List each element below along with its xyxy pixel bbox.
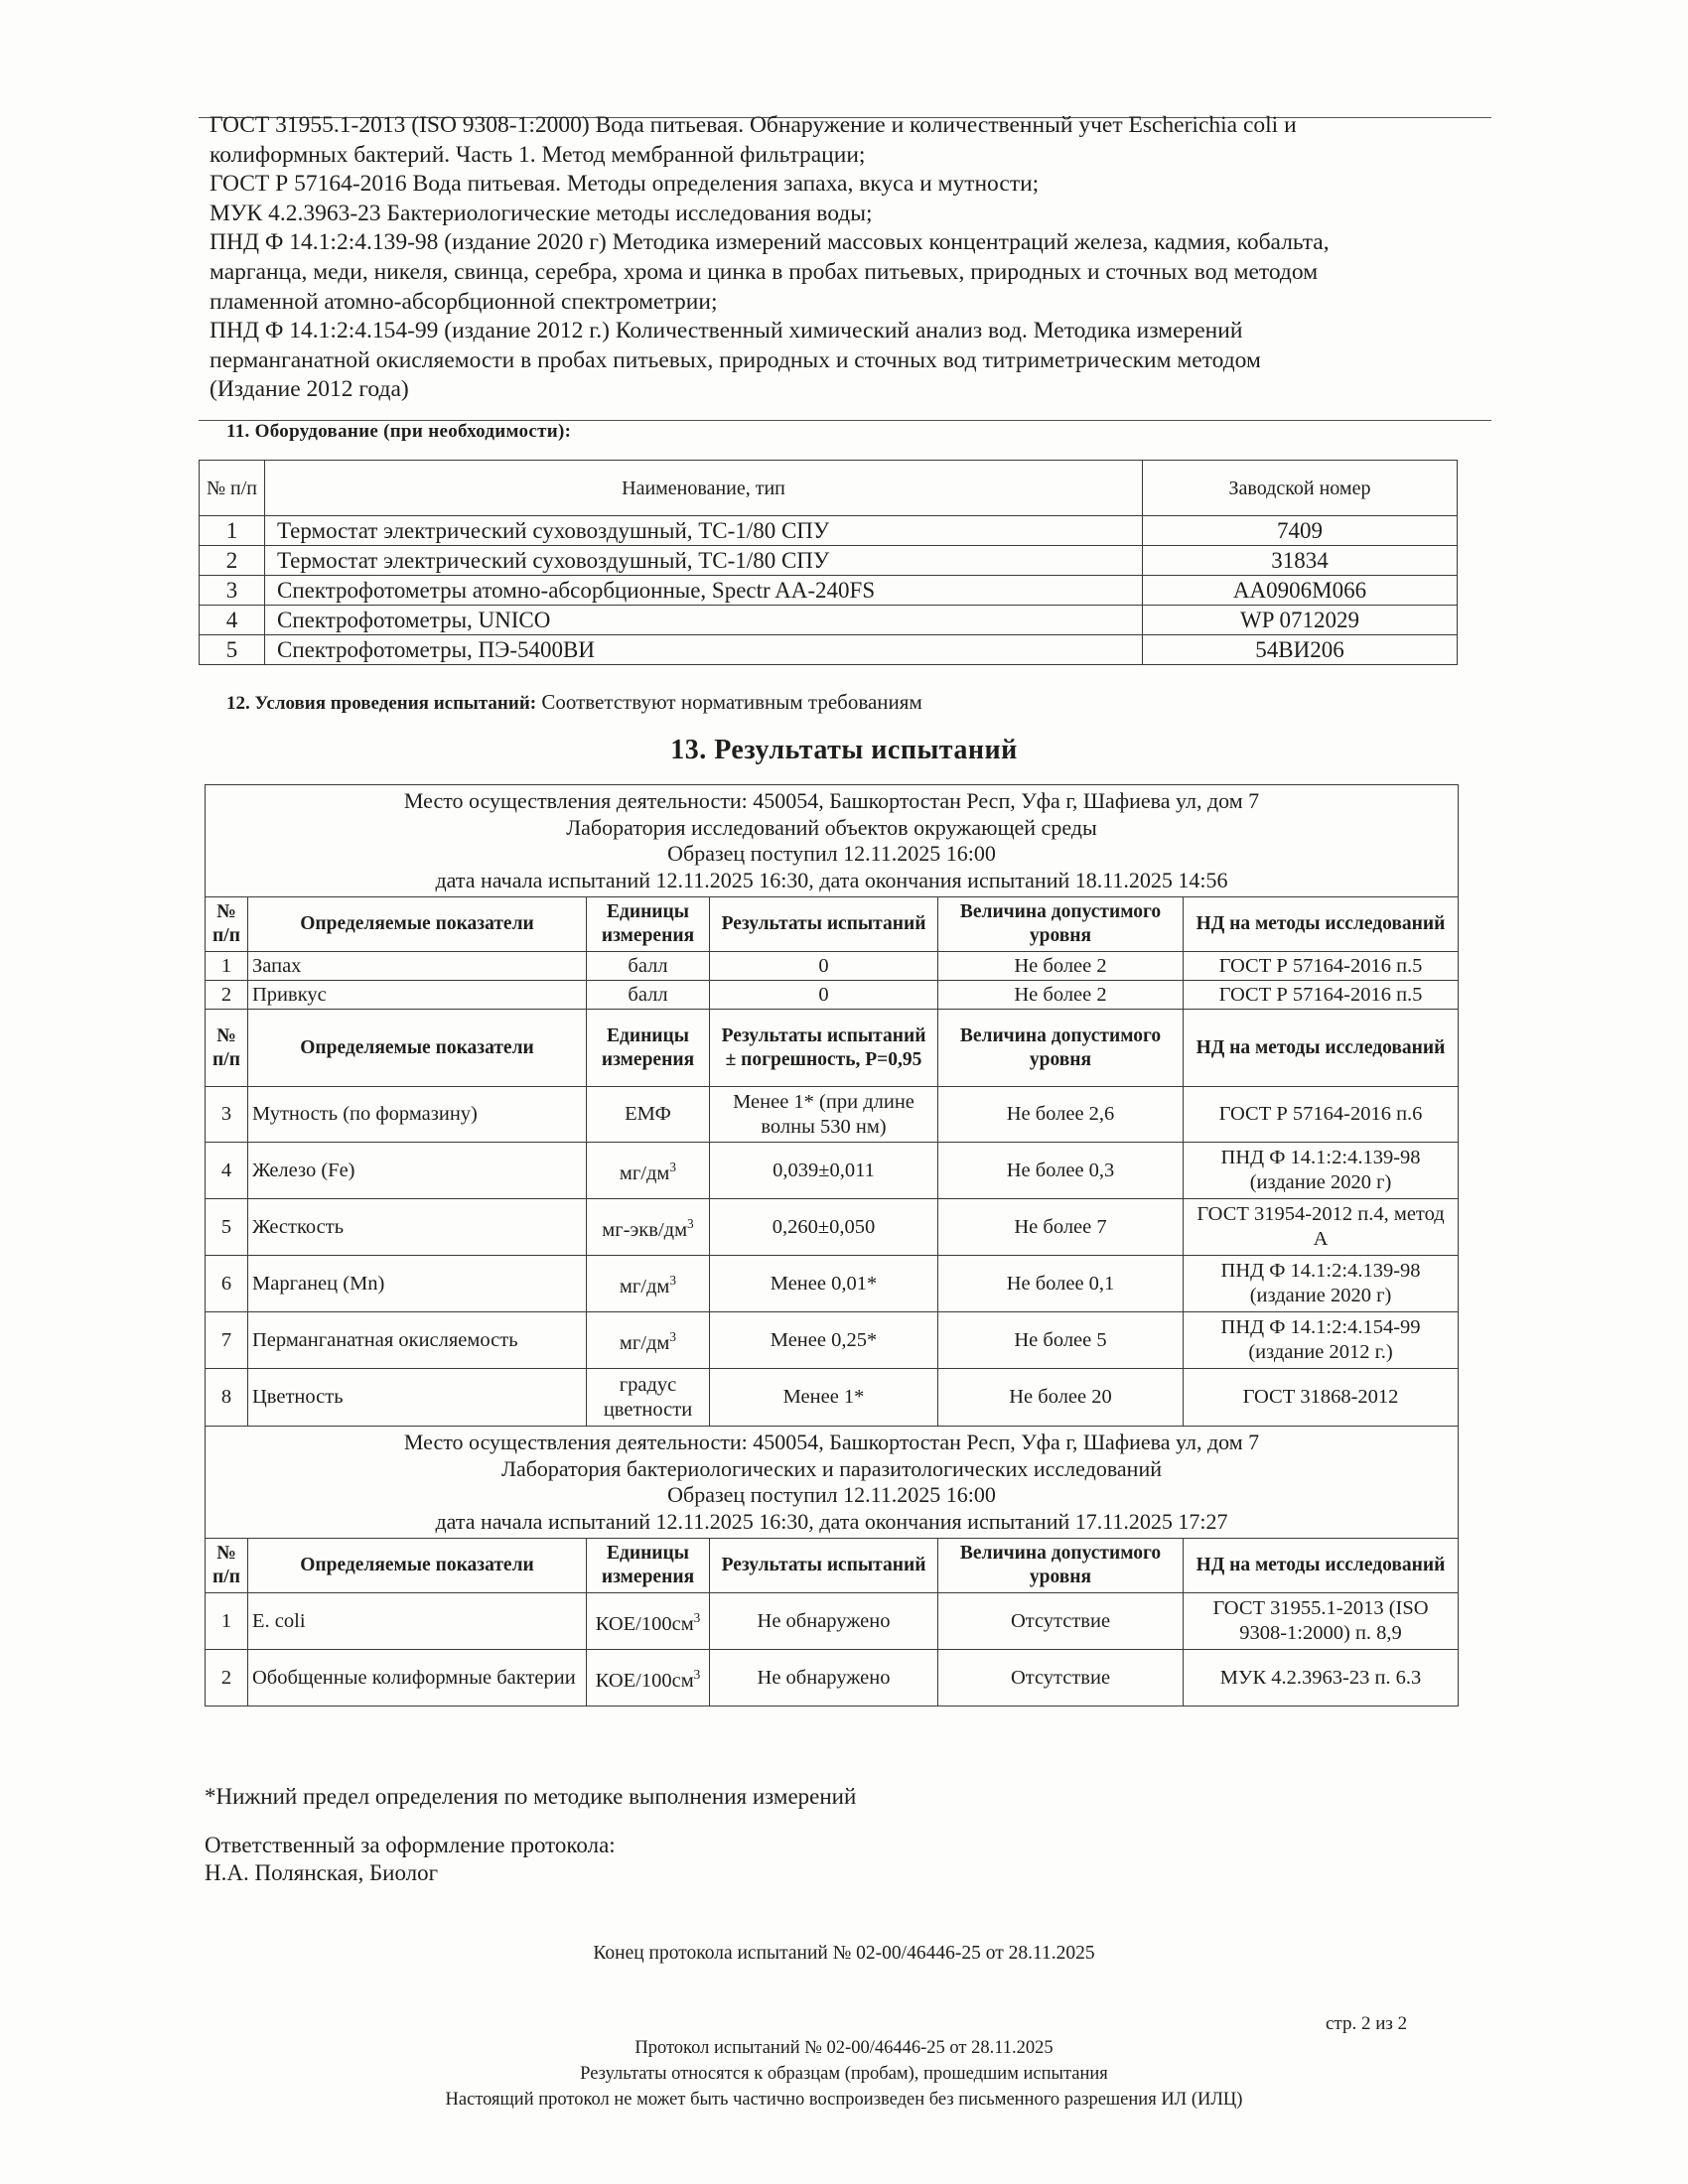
cell-limit: Отсутствие: [938, 1593, 1184, 1650]
table-row: [206, 1369, 1459, 1427]
footer-line3: Настоящий протокол не может быть частично воспроизведен без письменного разрешения ИЛ (ИЛЦ): [445, 2090, 1243, 2110]
equipment-name: Спектрофотометры атомно-абсорбционные, Spectr AA-240FS: [265, 576, 1143, 606]
cell-limit: Не более 20: [938, 1369, 1184, 1427]
cell-result: Менее 1* (при длине волны 530 нм): [710, 1087, 938, 1143]
table-row: [200, 635, 1458, 665]
header-method: НД на методы исследований: [1184, 897, 1459, 952]
cell-result: 0: [710, 981, 938, 1010]
cell-unit: [587, 1256, 710, 1312]
cell-method: ГОСТ Р 57164-2016 п.5: [1184, 952, 1459, 981]
unit-exponent: 3: [693, 1667, 701, 1683]
block1-place: Место осуществления деятельности: 450054, Башкортостан Респ, Уфа г, Шафиева ул, дом 7: [403, 788, 1260, 813]
header-limit: Величина допустимого уровня: [938, 1539, 1184, 1593]
block1-dates: дата начала испытаний 12.11.2025 16:30, дата окончания испытаний 18.11.2025 14:56: [435, 867, 1228, 892]
equipment-name: Спектрофотометры, UNICO: [265, 606, 1143, 635]
cell-unit: [587, 1650, 710, 1706]
cell-param: Мутность (по формазину): [248, 1087, 587, 1143]
cell-num: 1: [206, 1593, 248, 1650]
block2-place: Место осуществления деятельности: 450054, Башкортостан Респ, Уфа г, Шафиева ул, дом 7: [403, 1430, 1260, 1454]
block1-lab: Лаборатория исследований объектов окружающей среды: [566, 814, 1097, 840]
table-row: [206, 1087, 1459, 1143]
header-result: Результаты испытаний: [710, 1539, 938, 1593]
cell-limit: Не более 7: [938, 1199, 1184, 1256]
footnote: *Нижний предел определения по методике выполнения измерений: [205, 1784, 857, 1809]
cell-method: ГОСТ 31954-2012 п.4, метод А: [1184, 1199, 1459, 1256]
equipment-table: [199, 460, 1458, 665]
cell-unit: [587, 1593, 710, 1650]
cell-num: 6: [206, 1256, 248, 1312]
equipment-header-num: № п/п: [200, 461, 265, 516]
cell-unit: [587, 1143, 710, 1199]
table-row: [206, 1312, 1459, 1369]
equipment-name: Термостат электрический суховоздушный, ТС-1/80 СПУ: [265, 546, 1143, 576]
cell-param: Обобщенные колиформные бактерии: [248, 1650, 587, 1706]
equipment-name: Термостат электрический суховоздушный, ТС-1/80 СПУ: [265, 516, 1143, 546]
header-unit: Единицы измерения: [587, 897, 710, 952]
unit-text: КОЕ/100см: [595, 1612, 694, 1635]
cell-method: ГОСТ 31955.1-2013 (ISO 9308-1:2000) п. 8,9: [1184, 1593, 1459, 1650]
block1-received: Образец поступил 12.11.2025 16:00: [667, 841, 996, 866]
header-unit: Единицы измерения: [587, 1539, 710, 1593]
equipment-serial: 31834: [1143, 546, 1458, 576]
cell-method: МУК 4.2.3963-23 п. 6.3: [1184, 1650, 1459, 1706]
responsible-name: Н.А. Полянская, Биолог: [205, 1860, 439, 1885]
protocol-end: Конец протокола испытаний № 02-00/46446-25 от 28.11.2025: [593, 1943, 1095, 1964]
unit-exponent: 3: [669, 1273, 677, 1289]
header-method: НД на методы исследований: [1184, 1539, 1459, 1593]
cell-result: Менее 0,25*: [710, 1312, 938, 1369]
block1-info: [206, 785, 1459, 897]
results-title: 13. Результаты испытаний: [670, 735, 1018, 765]
cell-limit: Не более 2: [938, 981, 1184, 1010]
cell-param: Цветность: [248, 1369, 587, 1427]
unit-exponent: 3: [669, 1329, 677, 1345]
header-num: № п/п: [206, 1539, 248, 1593]
conditions-label: 12. Условия проведения испытаний:: [226, 693, 537, 714]
header-num: № п/п: [206, 897, 248, 952]
cell-limit: Не более 0,3: [938, 1143, 1184, 1199]
header-method: НД на методы исследований: [1184, 1010, 1459, 1087]
block1-info-row: [206, 785, 1459, 897]
table-row: [206, 1199, 1459, 1256]
header-result: Результаты испытаний: [710, 897, 938, 952]
footer-line2: Результаты относятся к образцам (пробам), прошедшим испытания: [580, 2064, 1108, 2084]
table-row: [206, 1143, 1459, 1199]
footer-line1: Протокол испытаний № 02-00/46446-25 от 28.11.2025: [634, 2038, 1054, 2058]
cell-unit: балл: [587, 981, 710, 1010]
cell-param: E. coli: [248, 1593, 587, 1650]
cell-num: 3: [206, 1087, 248, 1143]
equipment-label: 11. Оборудование (при необходимости):: [226, 421, 572, 442]
equipment-num: 2: [200, 546, 265, 576]
unit-exponent: 3: [693, 1610, 701, 1626]
cell-method: ПНД Ф 14.1:2:4.154-99 (издание 2012 г.): [1184, 1312, 1459, 1369]
cell-method: ПНД Ф 14.1:2:4.139-98 (издание 2020 г): [1184, 1256, 1459, 1312]
block2-info: [206, 1427, 1459, 1539]
table-row: [206, 1650, 1459, 1706]
table-row: [200, 546, 1458, 576]
cell-limit: Не более 2: [938, 952, 1184, 981]
block1-header-row: [206, 897, 1459, 952]
cell-unit: градус цветности: [587, 1369, 710, 1427]
cell-method: ПНД Ф 14.1:2:4.139-98 (издание 2020 г): [1184, 1143, 1459, 1199]
cell-unit: [587, 1199, 710, 1256]
cell-unit: балл: [587, 952, 710, 981]
cell-result: Не обнаружено: [710, 1593, 938, 1650]
responsible-label: Ответственный за оформление протокола:: [205, 1833, 616, 1857]
cell-num: 8: [206, 1369, 248, 1427]
cell-method: ГОСТ Р 57164-2016 п.6: [1184, 1087, 1459, 1143]
methods-list: ГОСТ 31955.1-2013 (ISO 9308-1:2000) Вода питьевая. Обнаружение и количественный учет Escherichia coli и колиформных бактерий. Часть 1. Метод мембранной фильтрации; ГОСТ Р 57164-2016 Вода питьевая. Методы определения запаха, вкуса и мутности; МУК 4.2.3963-23 Бактериологические методы исследования воды; ПНД Ф 14.1:2:4.139-98 (издание 2020 г) Методика измерений массовых концентраций железа, кадмия, кобальта, марганца, меди, никеля, свинца, серебра, хрома и цинка в пробах питьевых, природных и сточных вод методом пламенной атомно-абсорбционной спектрометрии; ПНД Ф 14.1:2:4.154-99 (издание 2012 г.) Количественный химический анализ вод. Методика измерений перманганатной окисляемости в пробах питьевых, природных и сточных вод титриметрическим методом (Издание 2012 года): [210, 112, 1330, 403]
cell-num: 2: [206, 1650, 248, 1706]
cell-param: Привкус: [248, 981, 587, 1010]
equipment-num: 3: [200, 576, 265, 606]
header-param: Определяемые показатели: [248, 1010, 587, 1087]
table-row: [200, 606, 1458, 635]
equipment-serial: 7409: [1143, 516, 1458, 546]
table-row: [200, 576, 1458, 606]
unit-text: мг/дм: [619, 1161, 670, 1184]
equipment-serial: WP 0712029: [1143, 606, 1458, 635]
block2-lab: Лаборатория бактериологических и паразитологических исследований: [501, 1455, 1163, 1481]
block2-header-row: [206, 1539, 1459, 1593]
header-limit: Величина допустимого уровня: [938, 1010, 1184, 1087]
table-row: [206, 1256, 1459, 1312]
header-num: № п/п: [206, 1010, 248, 1087]
equipment-num: 1: [200, 516, 265, 546]
cell-param: Перманганатная окисляемость: [248, 1312, 587, 1369]
cell-result: 0,260±0,050: [710, 1199, 938, 1256]
block1-header2-row: [206, 1010, 1459, 1087]
cell-unit: ЕМФ: [587, 1087, 710, 1143]
cell-result: 0,039±0,011: [710, 1143, 938, 1199]
header-result: Результаты испытаний ± погрешность, P=0,95: [710, 1010, 938, 1087]
cell-num: 5: [206, 1199, 248, 1256]
cell-method: ГОСТ Р 57164-2016 п.5: [1184, 981, 1459, 1010]
equipment-header-serial: Заводской номер: [1143, 461, 1458, 516]
cell-unit: [587, 1312, 710, 1369]
cell-num: 1: [206, 952, 248, 981]
unit-text: мг/дм: [619, 1275, 670, 1297]
cell-limit: Не более 0,1: [938, 1256, 1184, 1312]
cell-param: Марганец (Mn): [248, 1256, 587, 1312]
unit-exponent: 3: [669, 1160, 677, 1175]
cell-param: Запах: [248, 952, 587, 981]
table-row: [206, 1593, 1459, 1650]
cell-param: Железо (Fe): [248, 1143, 587, 1199]
header-unit: Единицы измерения: [587, 1010, 710, 1087]
table-row: [206, 981, 1459, 1010]
table-row: [206, 952, 1459, 981]
unit-text: КОЕ/100см: [595, 1669, 694, 1692]
equipment-name: Спектрофотометры, ПЭ-5400ВИ: [265, 635, 1143, 665]
cell-param: Жесткость: [248, 1199, 587, 1256]
results-table: [205, 784, 1459, 1706]
conditions-value: Соответствуют нормативным требованиям: [541, 690, 922, 714]
cell-limit: Не более 2,6: [938, 1087, 1184, 1143]
cell-result: Менее 0,01*: [710, 1256, 938, 1312]
header-param: Определяемые показатели: [248, 1539, 587, 1593]
cell-num: 7: [206, 1312, 248, 1369]
unit-text: мг/дм: [619, 1331, 670, 1354]
cell-method: ГОСТ 31868-2012: [1184, 1369, 1459, 1427]
block2-info-row: [206, 1427, 1459, 1539]
cell-result: Не обнаружено: [710, 1650, 938, 1706]
equipment-num: 4: [200, 606, 265, 635]
block2-received: Образец поступил 12.11.2025 16:00: [667, 1482, 996, 1507]
unit-exponent: 3: [687, 1216, 694, 1232]
unit-text: мг-экв/дм: [602, 1218, 688, 1241]
equipment-header-row: [200, 461, 1458, 516]
conditions-line: [226, 690, 922, 715]
block2-dates: дата начала испытаний 12.11.2025 16:30, дата окончания испытаний 17.11.2025 17:27: [435, 1508, 1228, 1534]
header-limit: Величина допустимого уровня: [938, 897, 1184, 952]
cell-num: 2: [206, 981, 248, 1010]
page-number: стр. 2 из 2: [1326, 2013, 1408, 2034]
cell-result: 0: [710, 952, 938, 981]
equipment-serial: 54ВИ206: [1143, 635, 1458, 665]
cell-limit: Отсутствие: [938, 1650, 1184, 1706]
cell-limit: Не более 5: [938, 1312, 1184, 1369]
header-param: Определяемые показатели: [248, 897, 587, 952]
equipment-header-name: Наименование, тип: [265, 461, 1143, 516]
footer: [0, 2035, 1688, 2113]
table-row: [200, 516, 1458, 546]
equipment-serial: AA0906M066: [1143, 576, 1458, 606]
equipment-num: 5: [200, 635, 265, 665]
cell-num: 4: [206, 1143, 248, 1199]
cell-result: Менее 1*: [710, 1369, 938, 1427]
